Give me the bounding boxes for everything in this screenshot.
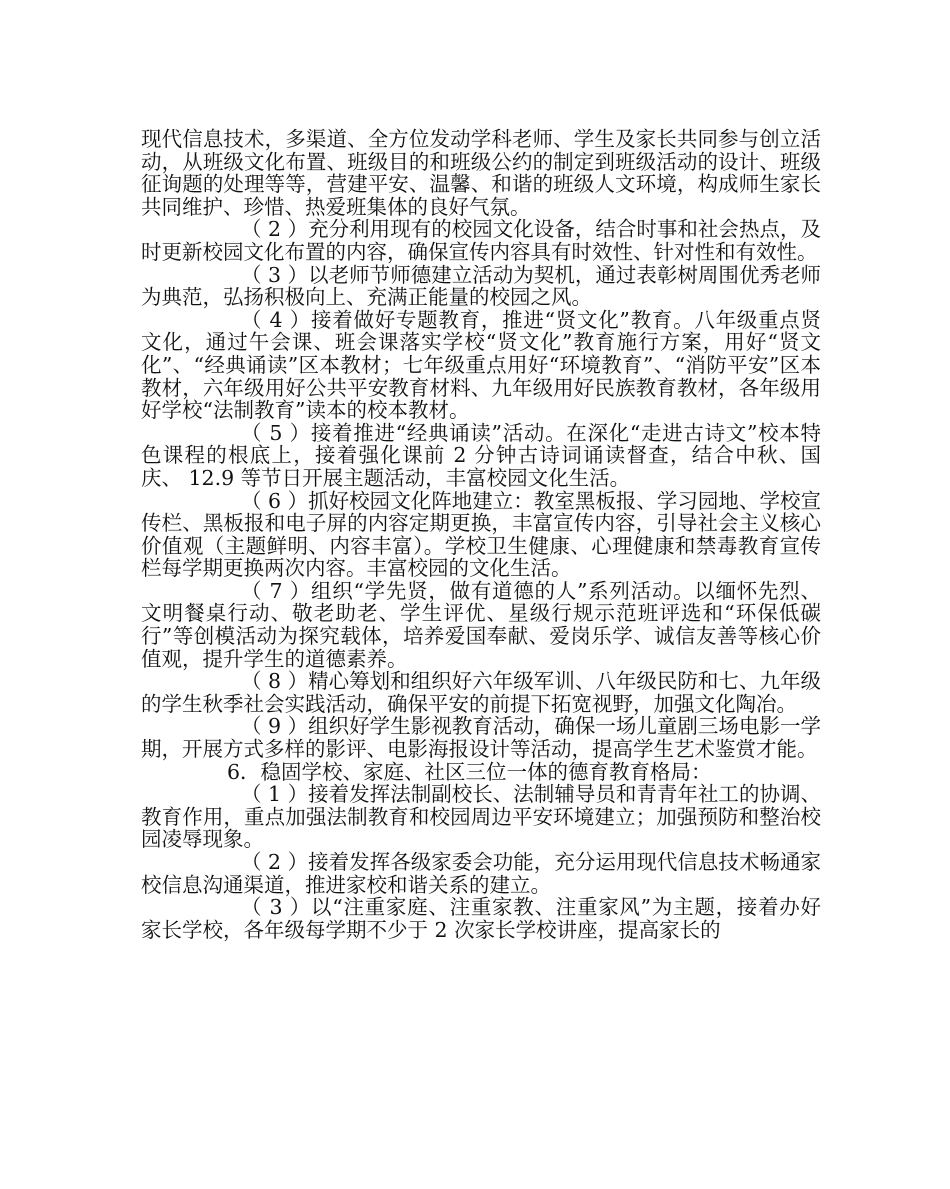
paragraph-item-9: （ 9 ）组织好学生影视教育活动，确保一场儿童剧三场电影一学期，开展方式多样的影评、电影海报设计等活动，提高学生艺术鉴赏才能。 bbox=[141, 714, 821, 762]
paragraph-sub-item-2: （ 2 ）接着发挥各级家委会功能，充分运用现代信息技术畅通家校信息沟通渠道，推进家校和谐关系的建立。 bbox=[141, 850, 821, 897]
document-page bbox=[141, 128, 821, 941]
paragraph-item-7: （ 7 ）组织“学先贤，做有道德的人”系列活动。以缅怀先烈、文明餐桌行动、敬老助老、学生评优、星级行规示范班评选和“环保低碳行”等创模活动为探究载体，培养爱国奉献、爱岗乐学、诚信友善等核心价值观，提升学生的道德素养。 bbox=[141, 578, 821, 671]
paragraph-continuation: 现代信息技术，多渠道、全方位发动学科老师、学生及家长共同参与创立活动，从班级文化布置、班级目的和班级公约的制定到班级活动的设计、班级征询题的处理等等，营建平安、温馨、和谐的班级人文环境，构成师生家长共同维护、珍惜、热爱班集体的良好气氛。 bbox=[141, 127, 821, 219]
paragraph-item-4: （ 4 ）接着做好专题教育，推进“贤文化”教育。八年级重点贤文化，通过午会课、班会课落实学校“贤文化”教育施行方案，用好“贤文化”、“经典诵读”区本教材；七年级重点用好“环境教育”、“消防平安”区本教材，六年级用好公共平安教育材料、九年级用好民族教育教材，各年级用好学校“法制教育”读本的校本教材。 bbox=[141, 307, 821, 423]
paragraph-item-6: （ 6 ）抓好校园文化阵地建立：教室黑板报、学习园地、学校宣传栏、黑板报和电子屏的内容定期更换，丰富宣传内容，引导社会主义核心价值观（主题鲜明、内容丰富）。学校卫生健康、心理健康和禁毒教育宣传栏每学期更换两次内容。丰富校园的文化生活。 bbox=[141, 488, 821, 581]
paragraph-item-3: （ 3 ）以老师节师德建立活动为契机，通过表彰树周围优秀老师为典范，弘扬积极向上、充满正能量的校园之风。 bbox=[141, 262, 821, 310]
paragraph-sub-item-3: （ 3 ）以“注重家庭、注重家教、注重家风”为主题，接着办好家长学校，各年级每学期不少于 2 次家长学校讲座，提高家长的 bbox=[141, 895, 821, 942]
paragraph-item-5: （ 5 ）接着推进“经典诵读”活动。在深化“走进古诗文”校本特色课程的根底上，接着强化课前 2 分钟古诗词诵读督查，结合中秋、国庆、 12.9 等节日开展主题活动，丰富校园文化生活。 bbox=[141, 420, 821, 490]
paragraph-item-2: （ 2 ）充分利用现有的校园文化设备，结合时事和社会热点，及时更新校园文化布置的内容，确保宣传内容具有时效性、针对性和有效性。 bbox=[141, 217, 821, 264]
paragraph-sub-item-1: （ 1 ）接着发挥法制副校长、法制辅导员和青青年社工的协调、教育作用，重点加强法制教育和校园周边平安环境建立；加强预防和整治校园凌辱现象。 bbox=[141, 782, 821, 852]
paragraph-item-8: （ 8 ）精心筹划和组织好六年级军训、八年级民防和七、九年级的学生秋季社会实践活动，确保平安的前提下拓宽视野，加强文化陶冶。 bbox=[141, 669, 821, 716]
section-heading-6: 6．稳固学校、家庭、社区三位一体的德育教育格局： bbox=[227, 759, 712, 784]
